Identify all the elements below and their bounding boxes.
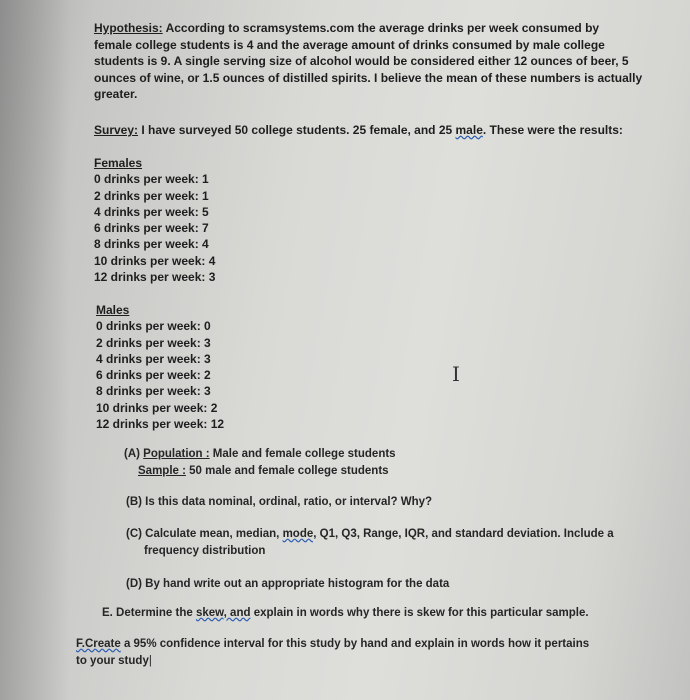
question-a bbox=[124, 446, 604, 479]
list-item: 6 drinks per week: 7 bbox=[94, 221, 209, 236]
survey-label: Survey: bbox=[94, 123, 139, 137]
list-item: 10 drinks per week: 2 bbox=[96, 400, 218, 415]
hypothesis-line-2: female college students is 4 and the average amount of drinks consumed by male college bbox=[94, 37, 605, 52]
text-cursor-icon: I bbox=[452, 362, 460, 386]
list-item: 4 drinks per week: 5 bbox=[94, 204, 209, 219]
question-e bbox=[102, 605, 662, 622]
list-item: 6 drinks per week: 2 bbox=[96, 368, 211, 383]
question-c-rest: Q1, Q3, Range, IQR, and standard deviation. Include a bbox=[316, 528, 614, 540]
list-item: 4 drinks per week: 3 bbox=[96, 351, 211, 366]
question-c-line-2: frequency distribution bbox=[144, 544, 266, 557]
page-shadow bbox=[0, 0, 70, 700]
question-f-line-2: to your study bbox=[76, 654, 149, 667]
males-heading: Males bbox=[96, 303, 130, 317]
hypothesis-line-4: ounces of wine, or 1.5 ounces of distilled spirits. I believe the mean of these numbers is actually bbox=[94, 70, 643, 85]
sample-text: 50 male and female college students bbox=[185, 464, 389, 477]
list-item: 2 drinks per week: 3 bbox=[96, 335, 211, 350]
list-item: 12 drinks per week: 12 bbox=[96, 417, 225, 432]
survey-text-after: . These were the results: bbox=[482, 123, 623, 137]
list-item: 12 drinks per week: 3 bbox=[94, 270, 216, 285]
typing-caret: | bbox=[148, 654, 152, 667]
hypothesis-paragraph bbox=[94, 20, 654, 103]
question-d bbox=[126, 576, 606, 593]
survey-text-before: I have surveyed 50 college students. 25 female, and 25 bbox=[138, 123, 456, 137]
list-item: 0 drinks per week: 0 bbox=[96, 319, 211, 334]
list-item: 8 drinks per week: 3 bbox=[96, 384, 211, 399]
question-c bbox=[126, 526, 646, 559]
list-item: 10 drinks per week: 4 bbox=[94, 253, 216, 268]
survey-male-word: male bbox=[455, 123, 483, 137]
question-b-text: (B) Is this data nominal, ordinal, ratio, or interval? Why? bbox=[126, 496, 433, 508]
question-e-prefix: E. Determine the bbox=[102, 607, 196, 619]
sample-label: Sample : bbox=[138, 464, 186, 477]
question-f-create: F.Create bbox=[76, 638, 121, 650]
hypothesis-label: Hypothesis: bbox=[94, 21, 163, 35]
question-e-rest: explain in words why there is skew for this particular sample. bbox=[250, 607, 589, 619]
question-f bbox=[76, 636, 656, 669]
females-list bbox=[94, 155, 215, 285]
males-list bbox=[96, 302, 224, 432]
question-a-prefix: (A) bbox=[124, 448, 144, 460]
question-e-skew: skew, and bbox=[195, 607, 251, 619]
list-item: 8 drinks per week: 4 bbox=[94, 237, 209, 252]
females-heading: Females bbox=[94, 156, 143, 170]
survey-paragraph bbox=[94, 122, 654, 139]
population-text: Male and female college students bbox=[209, 448, 396, 460]
list-item: 0 drinks per week: 1 bbox=[94, 172, 209, 187]
question-f-rest: a 95% confidence interval for this study by hand and explain in words how it pertains bbox=[120, 638, 590, 650]
population-label: Population : bbox=[143, 448, 210, 460]
question-c-prefix: (C) Calculate mean, median, bbox=[126, 528, 283, 540]
question-c-mode: mode, bbox=[282, 528, 317, 540]
list-item: 2 drinks per week: 1 bbox=[94, 188, 209, 203]
hypothesis-line-1: According to scramsystems.com the average drinks per week consumed by bbox=[162, 21, 600, 35]
question-b bbox=[126, 494, 606, 511]
question-d-text: (D) By hand write out an appropriate histogram for the data bbox=[126, 578, 450, 590]
hypothesis-line-5: greater. bbox=[94, 87, 138, 101]
hypothesis-line-3: students is 9. A single serving size of alcohol would be considered either 12 ounces of beer, 5 bbox=[94, 54, 629, 68]
